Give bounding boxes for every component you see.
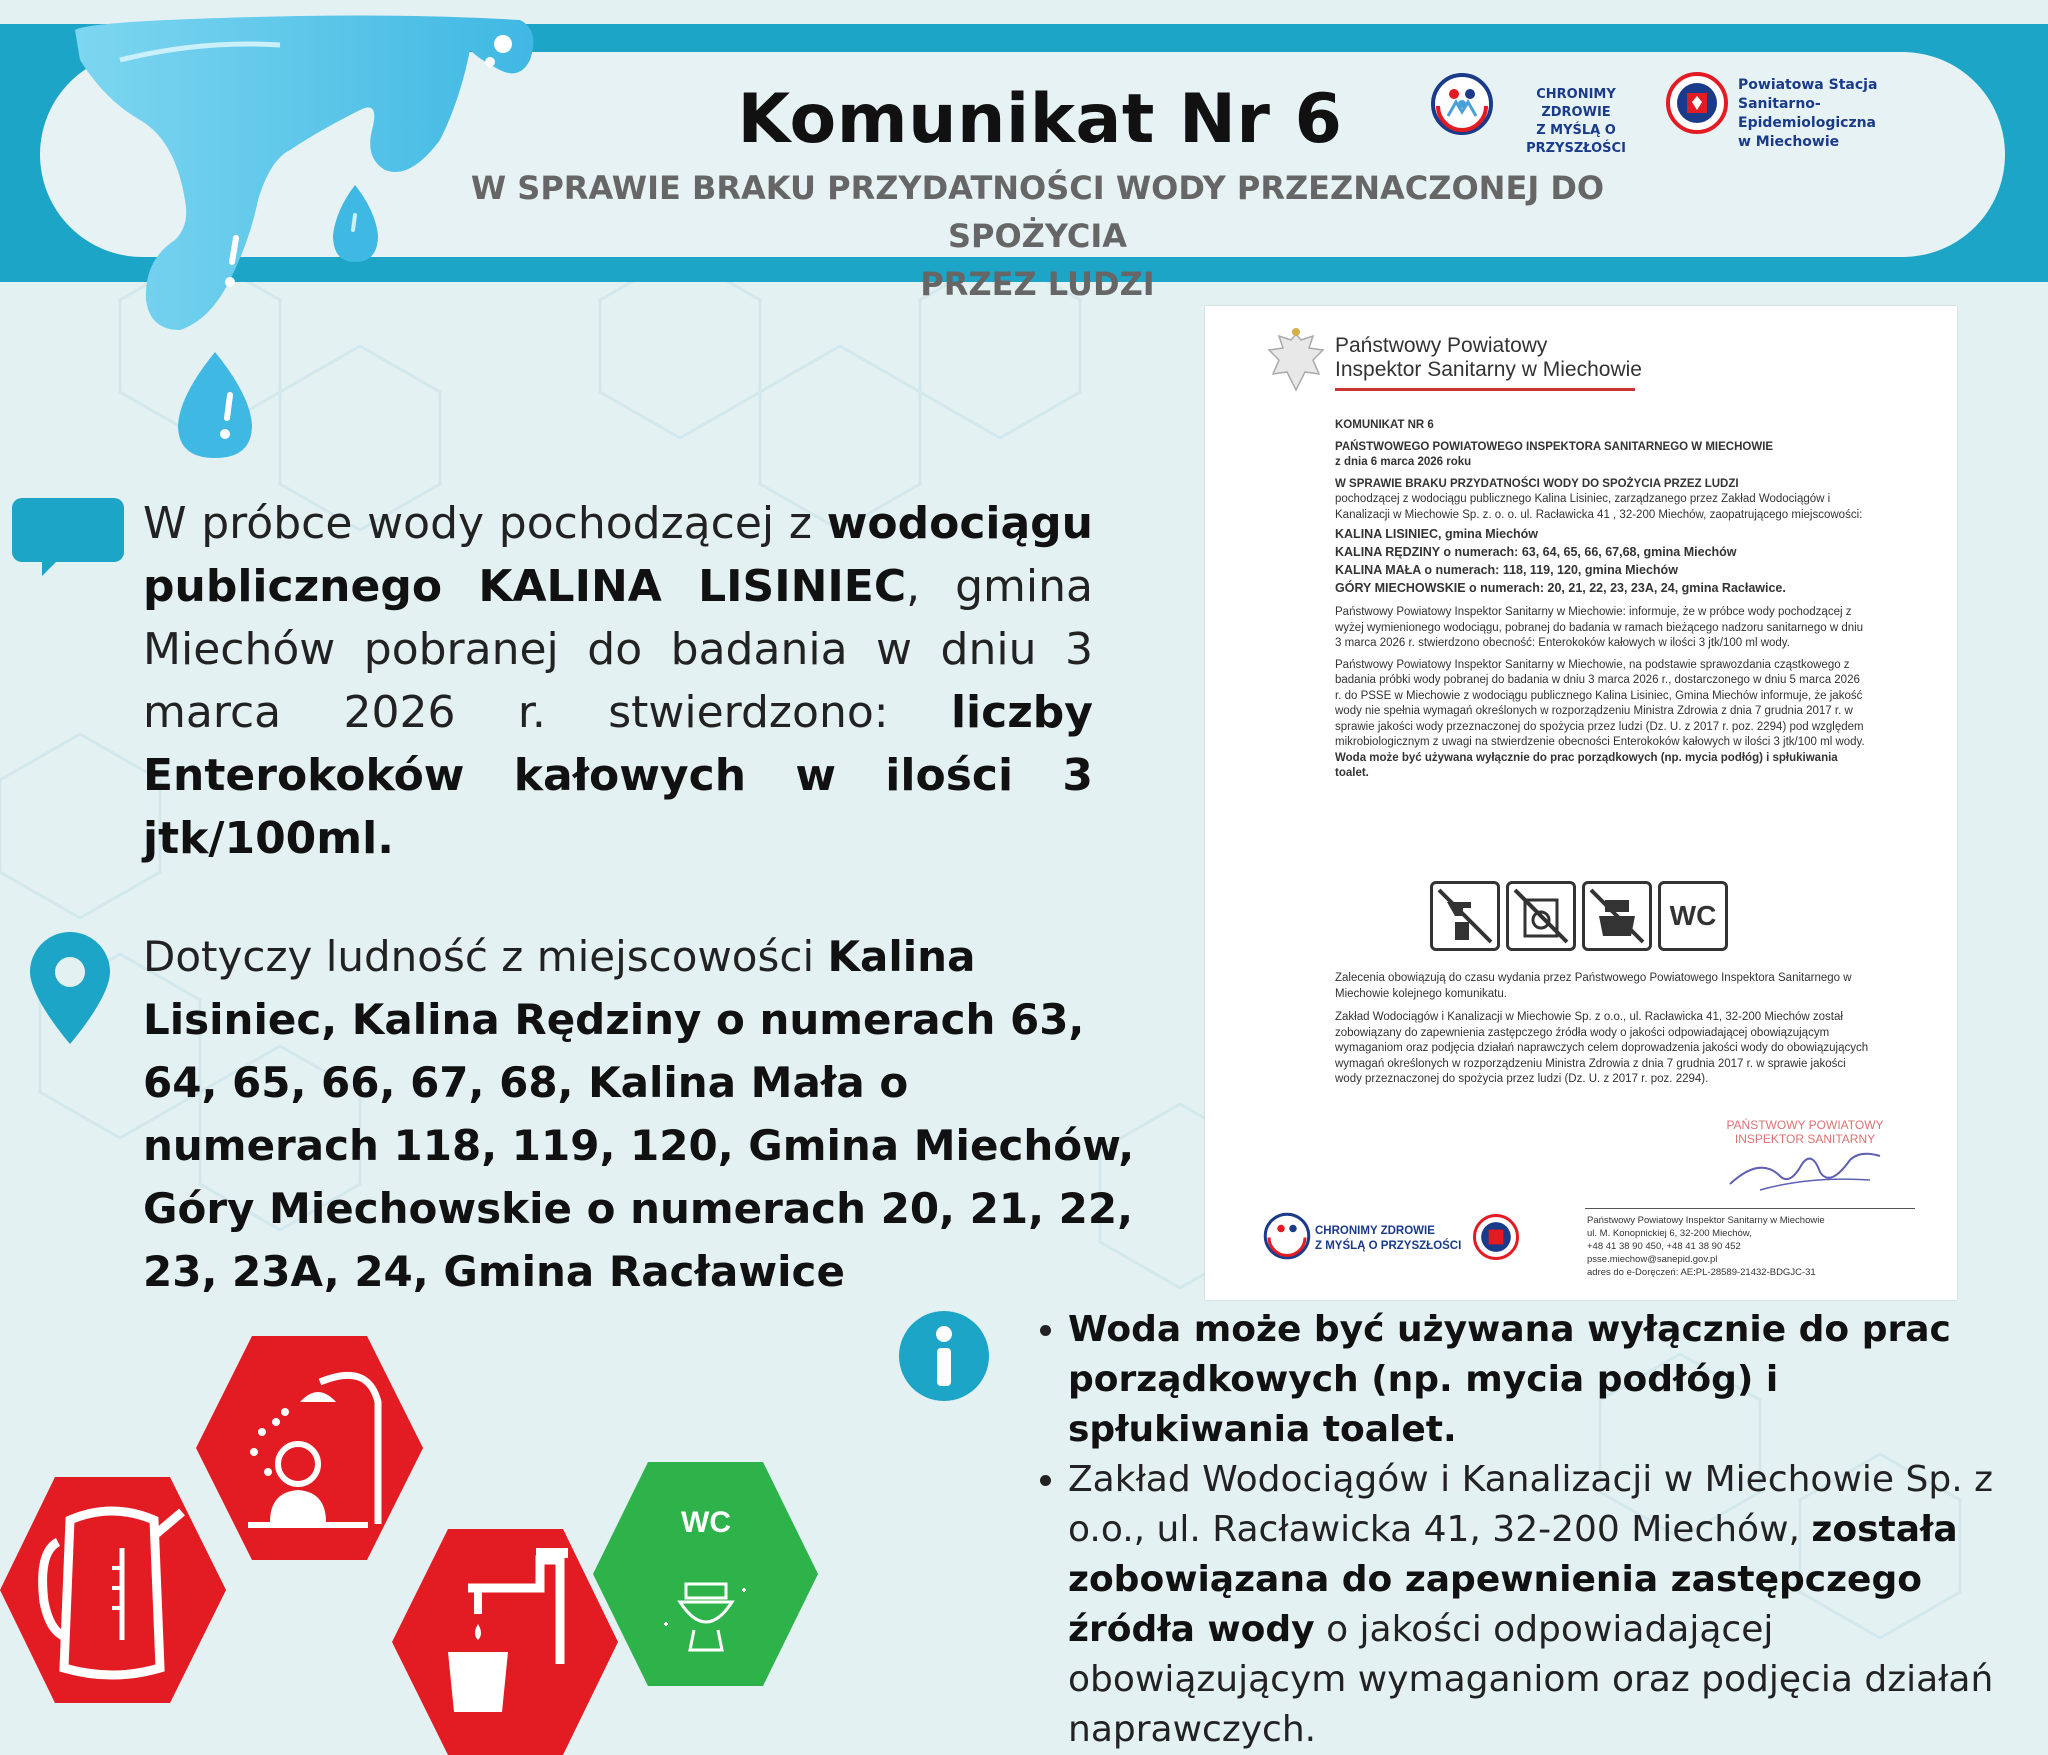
- location-pin-icon: [30, 932, 110, 1044]
- document-header: [1335, 334, 1642, 382]
- bullet-usage: [1068, 1305, 2032, 1455]
- doc-issuer: PAŃSTWOWEGO POWIATOWEGO INSPEKTORA SANITARNEGO W MIECHOWIE: [1335, 440, 1774, 453]
- doc-komunikat-number: KOMUNIKAT NR 6: [1335, 419, 1434, 431]
- logo1-line-1: CHRONIMY ZDROWIE: [1536, 87, 1616, 120]
- doc-location-2: KALINA RĘDZINY o numerach: 63, 64, 65, 66, 67,68, gmina Miechów: [1335, 545, 1737, 559]
- wc-allowed-hexagon-icon: [593, 1462, 818, 1686]
- footer-line-1: Państwowy Powiatowy Inspektor Sanitarny w Miechowie: [1587, 1215, 1825, 1226]
- header-logos: [1430, 70, 1950, 156]
- subtitle-line-2: PRZEZ LUDZI: [920, 265, 1155, 303]
- no-kettle-hexagon-icon: [0, 1477, 226, 1703]
- footer-psse-seal-icon: [1473, 1214, 1519, 1260]
- doc-source: pochodzącej z wodociągu publicznego Kalina Lisiniec, zarządzanego przez Zakład Wodociągów i Kanalizacji w Miechowie Sp. z. o. o. ul. Racławicka 41 , 32-200 Miechów, zaopatrującego miejscowości:: [1335, 493, 1863, 521]
- bullet-obligation-text-b: została zobowiązana do zapewnienia zastępczego źródła wody: [1068, 1509, 1958, 1650]
- no-dishwashing-pictogram-icon: [1582, 881, 1652, 951]
- page-subtitle: [400, 164, 1675, 308]
- document-header-line-2: Inspektor Sanitarny w Miechowie: [1335, 358, 1642, 381]
- no-washing-pictogram-icon: [1506, 881, 1576, 951]
- logo1-line-2: Z MYŚLĄ O PRZYSZŁOŚCI: [1526, 123, 1626, 156]
- doc-location-3: KALINA MAŁA o numerach: 118, 119, 120, gmina Miechów: [1335, 563, 1678, 577]
- document-header-rule: [1335, 388, 1635, 391]
- p2-text-a: Dotyczy ludność z miejscowości: [143, 932, 828, 981]
- footer-logo-line-1: CHRONIMY ZDROWIE: [1315, 1225, 1435, 1237]
- doc-obligation: Zakład Wodociągów i Kanalizacji w Miechowie Sp. z o.o., ul. Racławicka 41, 32-200 Miechów został zobowiązany do zapewnienia zastępczego źródła wody o jakości odpowiadającej obowiązującym wymaganiom oraz podjęcia działań naprawczych celem doprowadzenia jakości wody do obowiązujących wymagań określonych w rozporządzeniu Ministra Zdrowia z dnia 7 grudnia 2017 r. w sprawie jakości wody przeznaczonej do spożycia przez ludzi (Dz. U. z 2017 r. poz. 2294).: [1335, 1011, 1869, 1085]
- bullet-obligation-text-a: Zakład Wodociągów i Kanalizacji w Miechowie Sp. z o.o., ul. Racławicka 41, 32-200 Miechów,: [1068, 1459, 1993, 1550]
- footer-line-3: +48 41 38 90 450, +48 41 38 90 452: [1587, 1241, 1741, 1252]
- stamp-line-2: INSPEKTOR SANITARNY: [1734, 1132, 1876, 1146]
- eagle-emblem-icon: [1263, 326, 1329, 398]
- affected-locations-paragraph: [143, 925, 1143, 1303]
- stamp-line-1: PAŃSTWOWY POWIATOWY: [1726, 1118, 1884, 1132]
- doc-info-3: Woda może być używana wyłącznie do prac porządkowych (np. mycia podłóg) i spłukiwania toalet.: [1335, 751, 1838, 779]
- document-header-line-1: Państwowy Powiatowy: [1335, 334, 1548, 357]
- doc-info-1: Państwowy Powiatowy Inspektor Sanitarny w Miechowie: informuje, że w próbce wody pochodzącej z wyżej wymienionego wodociągu, pobranej do badania w ramach bieżącego nadzoru sanitarnego w dniu 3 marca 2026 r. stwierdzono obecność: Enterokoków kałowych w ilości 3 jtk/100 ml wody.: [1335, 606, 1864, 649]
- footer-chronimy-logo-icon: [1263, 1212, 1311, 1260]
- wc-pictogram: WC: [1658, 881, 1728, 951]
- wc-label: WC: [681, 1506, 731, 1539]
- doc-subject: W SPRAWIE BRAKU PRZYDATNOŚCI WODY DO SPOŻYCIA PRZEZ LUDZI: [1335, 477, 1739, 490]
- doc-location-4: GÓRY MIECHOWSKIE o numerach: 20, 21, 22, 23, 23A, 24, gmina Racławice.: [1335, 581, 1786, 595]
- psse-seal-logo-icon: [1666, 72, 1728, 134]
- doc-recommendation: Zalecenia obowiązują do czasu wydania przez Państwowego Powiatowego Inspektora Sanitarnego w Miechowie kolejnego komunikatu.: [1335, 972, 1852, 1000]
- logo2-line-2: Sanitarno-Epidemiologiczna: [1738, 96, 1877, 131]
- p2-text-b: Kalina Lisiniec, Kalina Rędziny o numerach 63, 64, 65, 66, 67, 68, Kalina Mała o numerach 118, 119, 120, Gmina Miechów, Góry Miechowskie o numerach 20, 21, 22, 23, 23A, 24, Gmina Racławice: [143, 932, 1135, 1296]
- p1-text-b: wodociągu publicznego KALINA LISINIEC: [143, 498, 1093, 612]
- sample-info-paragraph: [143, 492, 1093, 870]
- logo2-line-3: w Miechowie: [1738, 134, 1840, 150]
- no-drinking-pictogram-icon: [1430, 881, 1500, 951]
- footer-logo-text: [1315, 1224, 1461, 1254]
- official-document-scan: [1205, 306, 1957, 1300]
- signature-mark: [1720, 1146, 1890, 1196]
- chronimy-zdrowie-logo-icon: [1430, 72, 1494, 136]
- no-drinking-tap-hexagon-icon: [392, 1529, 618, 1755]
- doc-info-2: Państwowy Powiatowy Inspektor Sanitarny w Miechowie, na podstawie sprawozdania cząstkowego z badania próbki wody pobranej do badania w dniu 3 marca 2026 r., dostarczonego w dniu 5 marca 2026 r. do PSSE w Miechowie z wodociągu publicznego Kalina Lisiniec, Gmina Miechów informuje, że jakość wody nie spełnia wymagań określonych w rozporządzeniu Ministra Zdrowia z dnia 7 grudnia 2017 r. w sprawie jakości wody przeznaczonej do spożycia przez ludzi (Dz. U. z 2017 r. poz. 2294) pod względem mikrobiologicznym z uwagi na stwierdzenie obecności Enterokoków kałowych w ilości 3 jtk/100 ml wody.: [1335, 658, 1865, 748]
- no-shower-hexagon-icon: [196, 1336, 423, 1560]
- speech-bubble-icon: [12, 498, 126, 578]
- logo2-line-1: Powiatowa Stacja: [1738, 77, 1878, 93]
- doc-location-1: KALINA LISINIEC, gmina Miechów: [1335, 527, 1539, 541]
- document-body: [1335, 418, 1865, 788]
- footer-line-4: psse.miechow@sanepid.gov.pl: [1587, 1254, 1718, 1265]
- footer-rule: [1585, 1208, 1915, 1209]
- usage-hexagon-icons: [0, 1352, 840, 1716]
- bullet-usage-text: Woda może być używana wyłącznie do prac porządkowych (np. mycia podłóg) i spłukiwania toalet.: [1068, 1309, 1951, 1450]
- bullet-obligation: [1068, 1455, 2032, 1755]
- doc-pictograms: [1430, 881, 1760, 957]
- official-stamp: [1715, 1118, 1895, 1199]
- p1-text-a: W próbce wody pochodzącej z: [143, 498, 827, 549]
- p1-text-c: , gmina Miechów pobranej do badania w dniu 3 marca 2026 r. stwierdzono:: [143, 561, 1093, 738]
- footer-line-2: ul. M. Konopnickiej 6, 32-200 Miechów,: [1587, 1228, 1752, 1239]
- info-bullets: [1022, 1305, 2032, 1755]
- bullet-obligation-text-c: o jakości odpowiadającej obowiązującym wymaganiom oraz podjęcia działań naprawczych.: [1068, 1609, 1994, 1750]
- footer-logo-line-2: Z MYŚLĄ O PRZYSZŁOŚCI: [1315, 1240, 1462, 1252]
- info-icon: [898, 1310, 990, 1402]
- document-body-lower: [1335, 971, 1875, 1096]
- footer-contact-info: [1587, 1214, 1917, 1279]
- page-title: Komunikat Nr 6: [737, 80, 1343, 159]
- water-drip-decoration: [0, 0, 560, 480]
- doc-date: z dnia 6 marca 2026 roku: [1335, 456, 1472, 468]
- subtitle-line-1: W SPRAWIE BRAKU PRZYDATNOŚCI WODY PRZEZNACZONEJ DO SPOŻYCIA: [470, 169, 1605, 255]
- p1-text-d: liczby Enterokoków kałowych w ilości 3 jtk/100ml.: [143, 687, 1093, 864]
- footer-line-5: adres do e-Doręczeń: AE:PL-28589-21432-BDGJC-31: [1587, 1267, 1816, 1278]
